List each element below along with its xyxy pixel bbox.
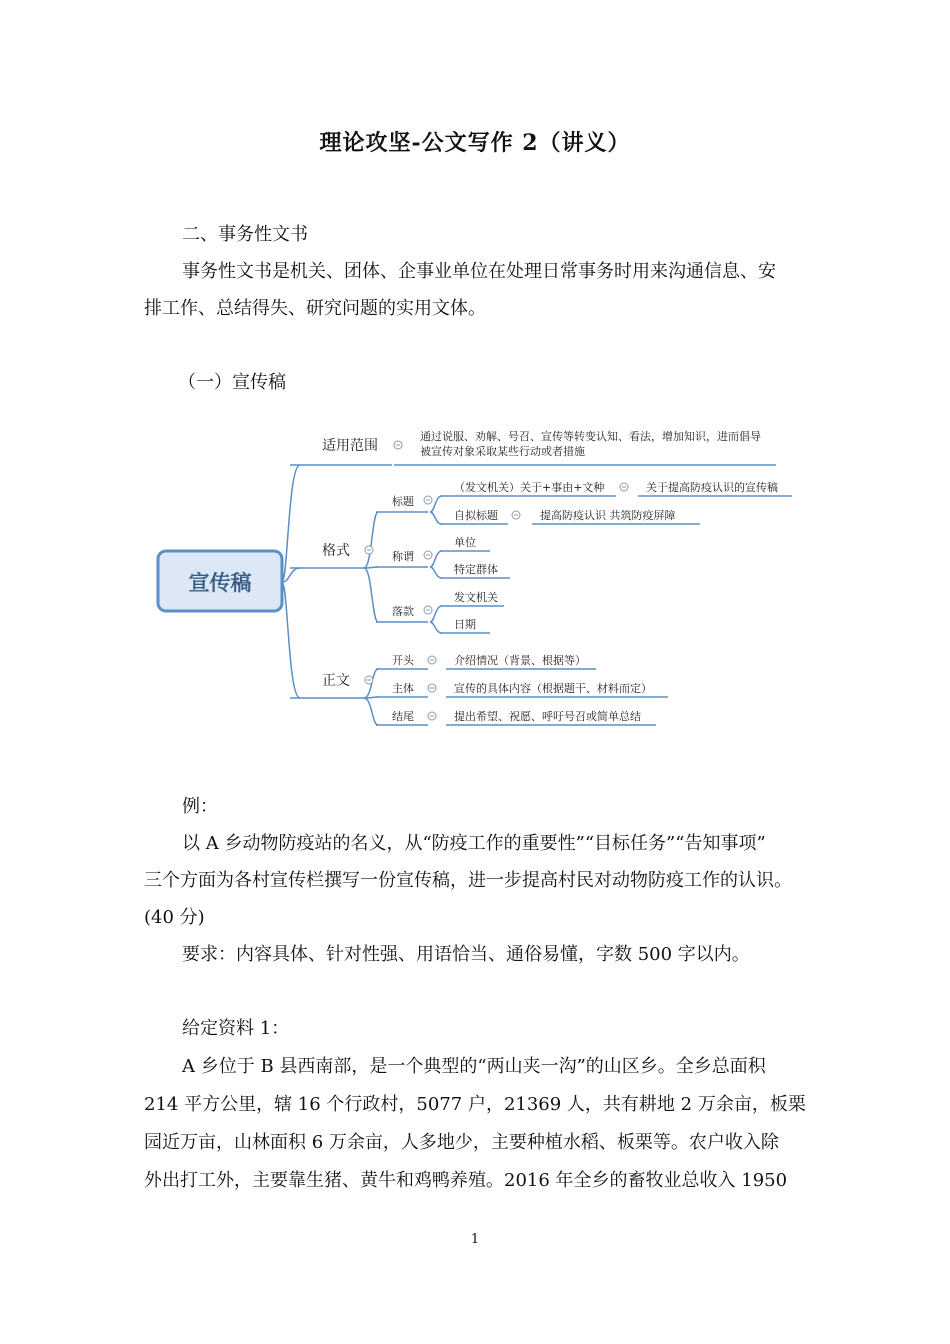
- connector-format-signature: [364, 568, 378, 622]
- intro-paragraph-line-1: 事务性文书是机关、团体、企事业单位在处理日常事务时用来沟通信息、安: [182, 261, 776, 282]
- requirement-line: 要求：内容具体、针对性强、用语恰当、通俗易懂，字数 500 字以内。: [182, 944, 750, 965]
- question-line-2: 三个方面为各村宣传栏撰写一份宣传稿，进一步提高村民对动物防疫工作的认识。: [144, 870, 792, 891]
- title-option-1: （发文机关）关于+事由+文种: [454, 481, 605, 494]
- connector-title-opt2: [430, 512, 442, 524]
- mindmap-diagram: [150, 410, 800, 740]
- node-title: 标题: [392, 495, 414, 508]
- salutation-option-2: 特定群体: [454, 563, 498, 576]
- title-option-2-example: 提高防疫认识 共筑防疫屏障: [540, 509, 676, 522]
- section-heading: 二、事务性文书: [182, 224, 308, 245]
- node-format: 格式: [322, 543, 350, 559]
- node-ending: 结尾: [392, 710, 414, 723]
- material-label: 给定资料 1：: [182, 1018, 290, 1039]
- connector-root-scope: [282, 465, 300, 582]
- document-title: 理论攻坚-公文写作 2（讲义）: [319, 130, 631, 156]
- title-option-1-example: 关于提高防疫认识的宣传稿: [646, 481, 778, 494]
- connector-body-ending: [364, 698, 378, 725]
- node-opening: 开头: [392, 654, 414, 667]
- title-option-2: 自拟标题: [454, 509, 498, 522]
- material-line-4: 外出打工外，主要靠生猪、黄牛和鸡鸭养殖。2016 年全乡的畜牧业总收入 1950: [144, 1170, 788, 1191]
- main-desc: 宣传的具体内容（根据题干、材料而定）: [454, 682, 652, 695]
- ending-desc: 提出希望、祝愿、呼吁号召或简单总结: [454, 710, 641, 723]
- page-number: 1: [470, 1232, 480, 1247]
- node-main: 主体: [392, 682, 414, 695]
- connector-sal-opt2: [430, 567, 442, 578]
- node-signature: 落款: [392, 605, 414, 618]
- node-scope: 适用范围: [322, 438, 378, 454]
- subsection-heading: （一）宣传稿: [178, 372, 286, 393]
- example-label: 例：: [182, 796, 218, 817]
- question-line-1: 以 A 乡动物防疫站的名义，从“防疫工作的重要性”“目标任务”“告知事项”: [182, 833, 766, 854]
- node-salutation: 称谓: [392, 550, 414, 563]
- intro-paragraph-line-2: 排工作、总结得失、研究问题的实用文体。: [144, 298, 486, 319]
- signature-option-2: 日期: [454, 618, 476, 631]
- material-line-3: 园近万亩，山林面积 6 万余亩，人多地少，主要种植水稻、板栗等。农户收入除: [144, 1132, 779, 1153]
- material-line-1: A 乡位于 B 县西南部，是一个典型的“两山夹一沟”的山区乡。全乡总面积: [182, 1056, 766, 1077]
- scope-desc-line-2: 被宣传对象采取某些行动或者措施: [420, 445, 585, 458]
- connector-sig-opt2: [430, 622, 442, 633]
- root-node-label: 宣传稿: [188, 571, 252, 595]
- opening-desc: 介绍情况（背景、根据等）: [454, 654, 586, 667]
- node-body: 正文: [322, 673, 350, 689]
- connector-root-body: [282, 582, 300, 698]
- connector-format-title: [364, 512, 378, 568]
- scope-desc-line-1: 通过说服、劝解、号召、宣传等转变认知、看法，增加知识，进而倡导: [420, 430, 761, 443]
- material-line-2: 214 平方公里，辖 16 个行政村，5077 户，21369 人，共有耕地 2 万余亩，板栗: [144, 1094, 806, 1115]
- signature-option-1: 发文机关: [454, 591, 498, 604]
- question-line-3: (40 分): [144, 907, 205, 928]
- salutation-option-1: 单位: [454, 536, 476, 549]
